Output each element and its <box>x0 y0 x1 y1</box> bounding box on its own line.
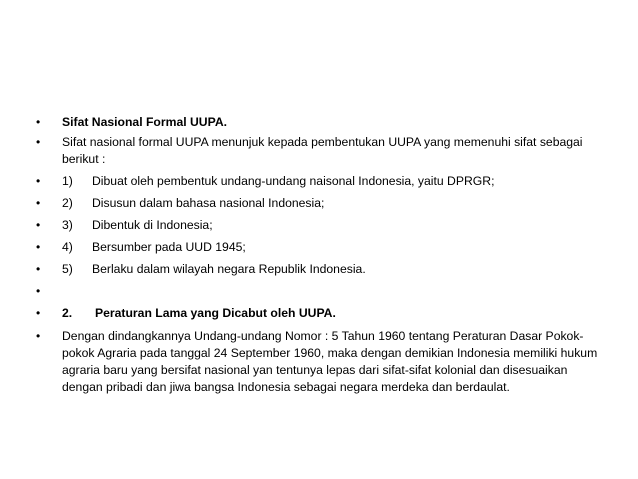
item-text: Disusun dalam bahasa nasional Indonesia; <box>92 196 325 210</box>
section-number: 2. <box>62 306 73 320</box>
bullet-glyph: • <box>36 135 41 149</box>
bullet-glyph: • <box>36 306 41 320</box>
list-item <box>34 217 604 234</box>
item-text: Dibentuk di Indonesia; <box>92 218 213 232</box>
bullet-glyph: • <box>36 196 41 210</box>
list-item <box>34 195 604 212</box>
item-number: 1) <box>62 174 73 188</box>
bullet-list <box>34 114 604 396</box>
paragraph-item <box>34 328 604 396</box>
heading-item <box>34 114 604 131</box>
empty-item <box>34 283 604 300</box>
bullet-glyph: • <box>36 262 41 276</box>
bullet-glyph: • <box>36 240 41 254</box>
item-text: Berlaku dalam wilayah negara Republik Indonesia. <box>92 262 366 276</box>
bullet-glyph: • <box>36 174 41 188</box>
intro-item <box>34 134 604 168</box>
item-number: 4) <box>62 240 73 254</box>
list-item <box>34 239 604 256</box>
list-item <box>34 173 604 190</box>
item-number: 5) <box>62 262 73 276</box>
heading-text: Sifat Nasional Formal UUPA. <box>62 115 228 129</box>
section-heading-item <box>34 305 604 322</box>
list-item <box>34 261 604 278</box>
paragraph-text: Dengan dindangkannya Undang-undang Nomor : 5 Tahun 1960 tentang Peraturan Dasar Pokok-pokok Agraria pada tanggal 24 September 1960, maka dengan demikian Indonesia memiliki hukum agraria baru yang bersifat nasional yan tentunya lepas dari sifat-sifat kolonial dan disesuaikan dengan pribadi dan jiwa bangsa Indonesia sebagai negara merdeka dan berdaulat. <box>62 329 598 394</box>
intro-text: Sifat nasional formal UUPA menunjuk kepada pembentukan UUPA yang memenuhi sifat sebagai berikut : <box>62 135 583 166</box>
bullet-glyph: • <box>36 284 41 298</box>
section-title: Peraturan Lama yang Dicabut oleh UUPA. <box>95 306 336 320</box>
item-text: Bersumber pada UUD 1945; <box>92 240 246 254</box>
bullet-glyph: • <box>36 218 41 232</box>
item-text: Dibuat oleh pembentuk undang-undang naisonal Indonesia, yaitu DPRGR; <box>92 174 495 188</box>
item-number: 2) <box>62 196 73 210</box>
item-number: 3) <box>62 218 73 232</box>
bullet-glyph: • <box>36 329 41 343</box>
bullet-glyph: • <box>36 115 41 129</box>
